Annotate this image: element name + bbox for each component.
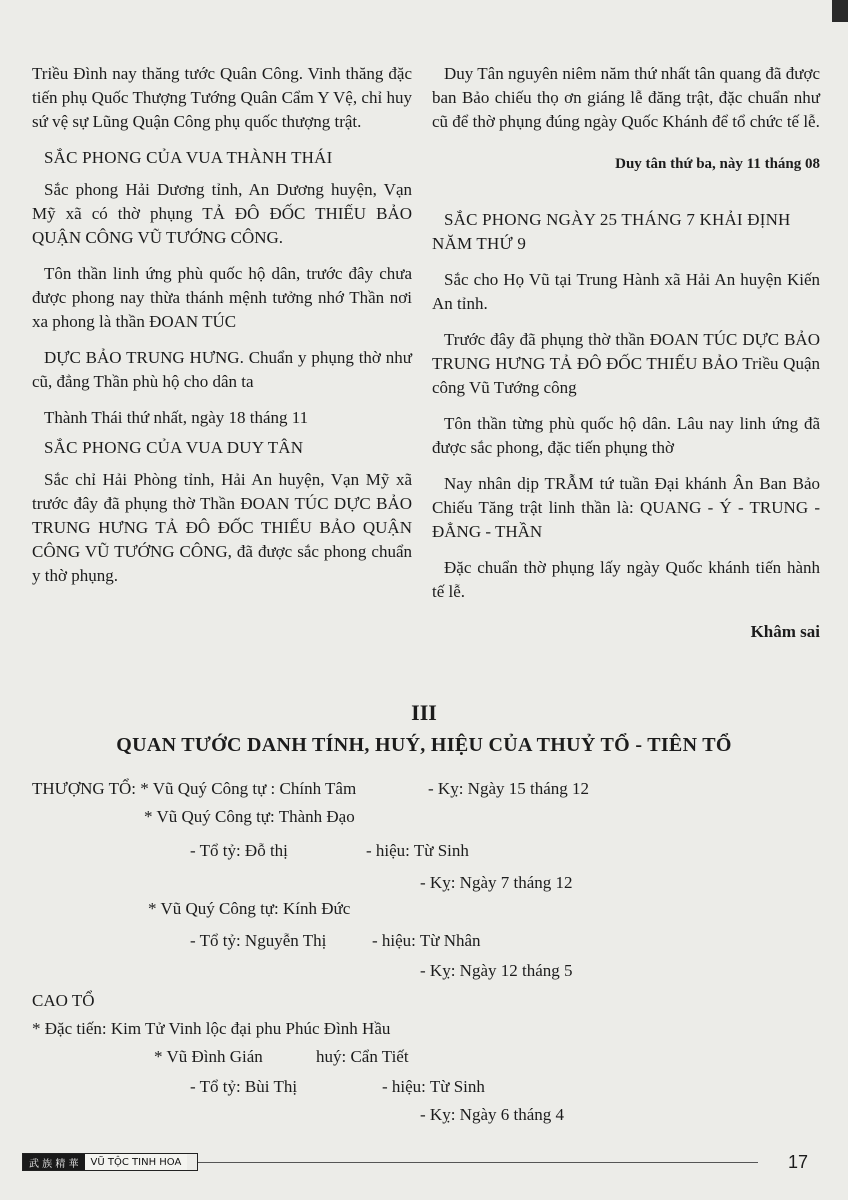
paragraph: Sắc phong Hải Dương tỉnh, An Dương huyện, Vạn Mỹ xã có thờ phụng TẢ ĐÔ ĐỐC THIẾU BẢO QUẬN CÔNG VŨ TƯỚNG CÔNG. <box>32 180 412 247</box>
paragraph: DỰC BẢO TRUNG HƯNG. Chuẩn y phụng thờ như cũ, đẳng Thần phù hộ cho dân ta <box>32 348 412 391</box>
heading-thanh-thai: SẮC PHONG CỦA VUA THÀNH THÁI <box>44 148 333 167</box>
paragraph: Duy Tân nguyên niêm năm thứ nhất tân quang đã được ban Bảo chiếu thọ ơn giáng lễ đăng trật, đặc chuẩn như cũ để thờ phụng đúng ngày Quốc Khánh để tổ chức tế lễ. <box>432 64 820 131</box>
page-number: 17 <box>787 1152 808 1172</box>
genealogy-line: * Vũ Đình Gián <box>154 1047 263 1066</box>
footer-label <box>22 1153 198 1171</box>
paragraph: Tôn thần từng phù quốc hộ dân. Lâu nay linh ứng đã được sắc phong, đặc tiến phụng thờ <box>432 414 820 457</box>
genealogy-line: huý: Cẩn Tiết <box>316 1047 409 1066</box>
paragraph: Nay nhân dịp TRẪM tứ tuần Đại khánh Ân Ban Bảo Chiếu Tăng trật linh thần là: QUANG - Ý - TRUNG - ĐẲNG - THẦN <box>432 474 820 541</box>
genealogy-line: - Kỵ: Ngày 7 tháng 12 <box>420 873 573 892</box>
genealogy-line: - hiệu: Từ Sinh <box>366 841 469 860</box>
genealogy-line: * Đặc tiến: Kim Tử Vinh lộc đại phu Phúc Đình Hầu <box>32 1019 391 1038</box>
paragraph: Tôn thần linh ứng phù quốc hộ dân, trước đây chưa được phong nay thừa thánh mệnh tưởng nhớ Thần nơi xa phong là thần ĐOAN TÚC <box>32 264 412 331</box>
paragraph: Sắc chỉ Hải Phòng tỉnh, Hải An huyện, Vạn Mỹ xã trước đây đã phụng thờ Thần ĐOAN TÚC DỰC BẢO TRUNG HƯNG TẢ ĐÔ ĐỐC THIẾU BẢO QUẬN CÔNG VŨ TƯỚNG CÔNG, đã được sắc phong chuẩn y thờ phụng. <box>32 470 412 585</box>
footer-divider <box>198 1162 758 1163</box>
genealogy-line: - Tổ tỷ: Nguyễn Thị <box>190 931 327 950</box>
paragraph: Trước đây đã phụng thờ thần ĐOAN TÚC DỰC BẢO TRUNG HƯNG TẢ ĐÔ ĐỐC THIẾU BẢO Triều Quận công Vũ Tướng công <box>432 330 820 397</box>
paragraph: Sắc cho Họ Vũ tại Trung Hành xã Hải An huyện Kiến An tỉnh. <box>432 270 820 313</box>
genealogy-line: THƯỢNG TỔ: * Vũ Quý Công tự : Chính Tâm <box>32 779 357 798</box>
heading-khai-dinh: SẮC PHONG NGÀY 25 THÁNG 7 KHẢI ĐỊNH NĂM THỨ 9 <box>432 210 791 253</box>
genealogy-line: - Kỵ: Ngày 6 tháng 4 <box>420 1105 565 1124</box>
genealogy-line: * Vũ Quý Công tự: Thành Đạo <box>144 807 355 826</box>
page-corner-mark <box>832 0 848 22</box>
signature-kham-sai: Khâm sai <box>750 622 820 641</box>
right-column <box>432 62 820 656</box>
genealogy-line: - Tổ tỷ: Bùi Thị <box>190 1077 298 1096</box>
genealogy-line: - Tổ tỷ: Đỗ thị <box>190 841 288 860</box>
footer-label-left: 武 族 精 華 <box>23 1154 85 1170</box>
date-signature: Duy tân thứ ba, này 11 tháng 08 <box>615 156 820 172</box>
date-line: Thành Thái thứ nhất, ngày 18 tháng 11 <box>44 408 309 427</box>
genealogy-line: * Vũ Quý Công tự: Kính Đức <box>148 899 351 918</box>
paragraph: Đặc chuẩn thờ phụng lấy ngày Quốc khánh tiến hành tế lễ. <box>432 558 820 601</box>
left-column <box>32 62 412 600</box>
section-number: III <box>411 700 437 725</box>
genealogy-line: - hiệu: Từ Nhân <box>372 931 481 950</box>
paragraph: Triều Đình nay thăng tước Quân Công. Vinh thăng đặc tiến phụ Quốc Thượng Tướng Quân Cẩm Y Vệ, chỉ huy sứ vệ sự Lũng Quận Công phụ quốc thượng trật. <box>32 64 412 131</box>
genealogy-heading: CAO TỔ <box>32 991 95 1010</box>
genealogy-line: - hiệu: Từ Sinh <box>382 1077 485 1096</box>
genealogy-line: - Kỵ: Ngày 12 tháng 5 <box>420 961 573 980</box>
genealogy-line: - Kỵ: Ngày 15 tháng 12 <box>428 779 590 798</box>
heading-duy-tan: SẮC PHONG CỦA VUA DUY TÂN <box>44 438 304 457</box>
footer-label-right: VŨ TỘC TINH HOA <box>85 1154 188 1170</box>
section-title: QUAN TƯỚC DANH TÍNH, HUÝ, HIỆU CỦA THUỶ TỔ - TIÊN TỔ <box>116 734 732 756</box>
